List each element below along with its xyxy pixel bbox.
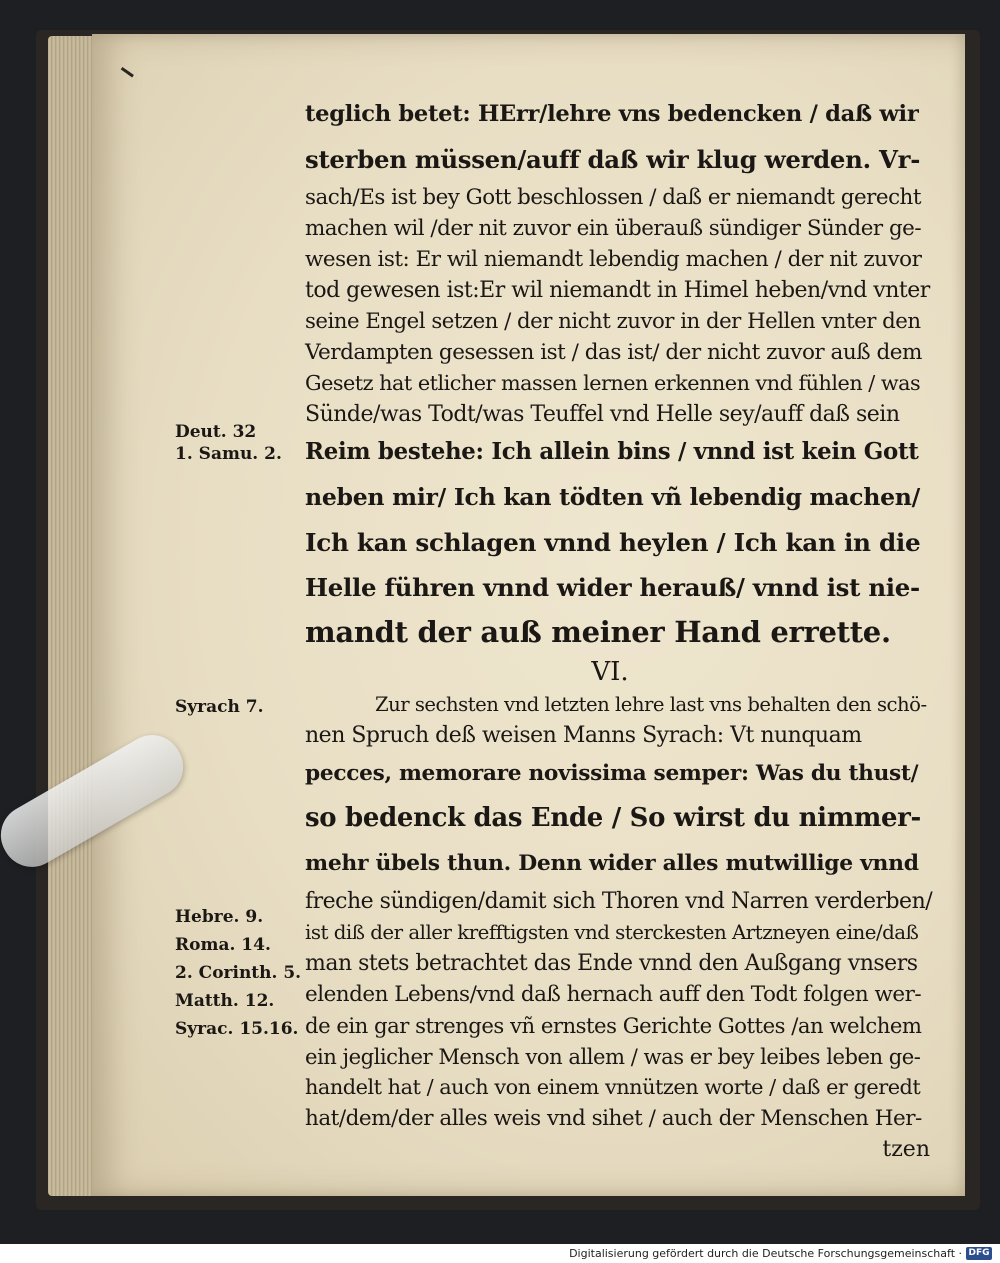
text-line: pecces, memorare novissima semper: Was du thust/ bbox=[305, 761, 919, 786]
margin-note-line: 1. Samu. 2. bbox=[175, 444, 282, 464]
text-line: wesen ist: Er wil niemandt lebendig machen / der nit zuvor bbox=[305, 247, 922, 272]
margin-note-deut bbox=[175, 421, 300, 465]
text-line: Helle führen vnnd wider herauß/ vnnd ist nie- bbox=[305, 573, 920, 602]
text-line: handelt hat / auch von einem vnnützen worte / daß er geredt bbox=[305, 1075, 921, 1099]
text-line: tod gewesen ist:Er wil niemandt in Himel heben/vnd vnter bbox=[305, 278, 930, 303]
text-line: machen wil /der nit zuvor ein überauß sündiger Sünder ge- bbox=[305, 216, 922, 241]
text-line: sterben müssen/auff daß wir klug werden. Vr- bbox=[305, 145, 921, 174]
text-line: mandt der auß meiner Hand errette. bbox=[305, 615, 891, 649]
margin-note-line: 2. Corinth. 5. bbox=[175, 963, 302, 983]
text-line: man stets betrachtet das Ende vnnd den Außgang vnsers bbox=[305, 951, 918, 976]
margin-note-syrach bbox=[175, 696, 300, 718]
margin-note-line: Matth. 12. bbox=[175, 991, 275, 1011]
text-line: Gesetz hat etlicher massen lernen erkennen vnd fühlen / was bbox=[305, 371, 921, 395]
margin-note-line: Hebre. 9. bbox=[175, 907, 264, 927]
margin-note-line: Roma. 14. bbox=[175, 935, 271, 955]
margin-note-refs bbox=[175, 903, 300, 1043]
section-number: VI. bbox=[591, 657, 629, 687]
catchword: tzen bbox=[882, 1137, 930, 1162]
text-line: Zur sechsten vnd letzten lehre last vns behalten den schö- bbox=[375, 693, 927, 716]
body-text bbox=[305, 92, 935, 1165]
text-line: neben mir/ Ich kan tödten vñ lebendig machen/ bbox=[305, 483, 920, 511]
text-line: so bedenck das Ende / So wirst du nimmer- bbox=[305, 803, 922, 833]
text-line: elenden Lebens/vnd daß hernach auff den Todt folgen wer- bbox=[305, 982, 922, 1007]
text-line: seine Engel setzen / der nicht zuvor in der Hellen vnter den bbox=[305, 309, 921, 334]
text-line: Reim bestehe: Ich allein bins / vnnd ist kein Gott bbox=[305, 439, 919, 465]
margin-note-line: Deut. 32 bbox=[175, 422, 257, 442]
margin-note-line: Syrach 7. bbox=[175, 697, 264, 717]
footer-bar bbox=[0, 1244, 1000, 1263]
text-line: freche sündigen/damit sich Thoren vnd Narren verderben/ bbox=[305, 889, 933, 914]
text-line: de ein gar strenges vñ ernstes Gerichte Gottes /an welchem bbox=[305, 1013, 922, 1038]
text-line: Ich kan schlagen vnnd heylen / Ich kan in die bbox=[305, 528, 921, 557]
text-line: teglich betet: HErr/lehre vns bedencken / daß wir bbox=[305, 101, 919, 127]
margin-note-line: Syrac. 15.16. bbox=[175, 1019, 299, 1039]
footer-credit: Digitalisierung gefördert durch die Deutsche Forschungsgemeinschaft · bbox=[569, 1247, 962, 1260]
text-line: hat/dem/der alles weis vnd sihet / auch der Menschen Her- bbox=[305, 1106, 922, 1131]
text-line: nen Spruch deß weisen Manns Syrach: Vt nunquam bbox=[305, 723, 862, 748]
text-line: sach/Es ist bey Gott beschlossen / daß er niemandt gerecht bbox=[305, 185, 921, 210]
text-line: Sünde/was Todt/was Teuffel vnd Helle sey/auff daß sein bbox=[305, 402, 900, 427]
text-line: Verdampten gesessen ist / das ist/ der nicht zuvor auß dem bbox=[305, 340, 922, 365]
text-line: mehr übels thun. Denn wider alles mutwillige vnnd bbox=[305, 850, 919, 876]
dfg-logo: DFG bbox=[966, 1247, 992, 1260]
text-line: ein jeglicher Mensch von allem / was er bey leibes leben ge- bbox=[305, 1044, 921, 1069]
text-line: ist diß der aller krefftigsten vnd sterckesten Artzneyen eine/daß bbox=[305, 921, 919, 944]
